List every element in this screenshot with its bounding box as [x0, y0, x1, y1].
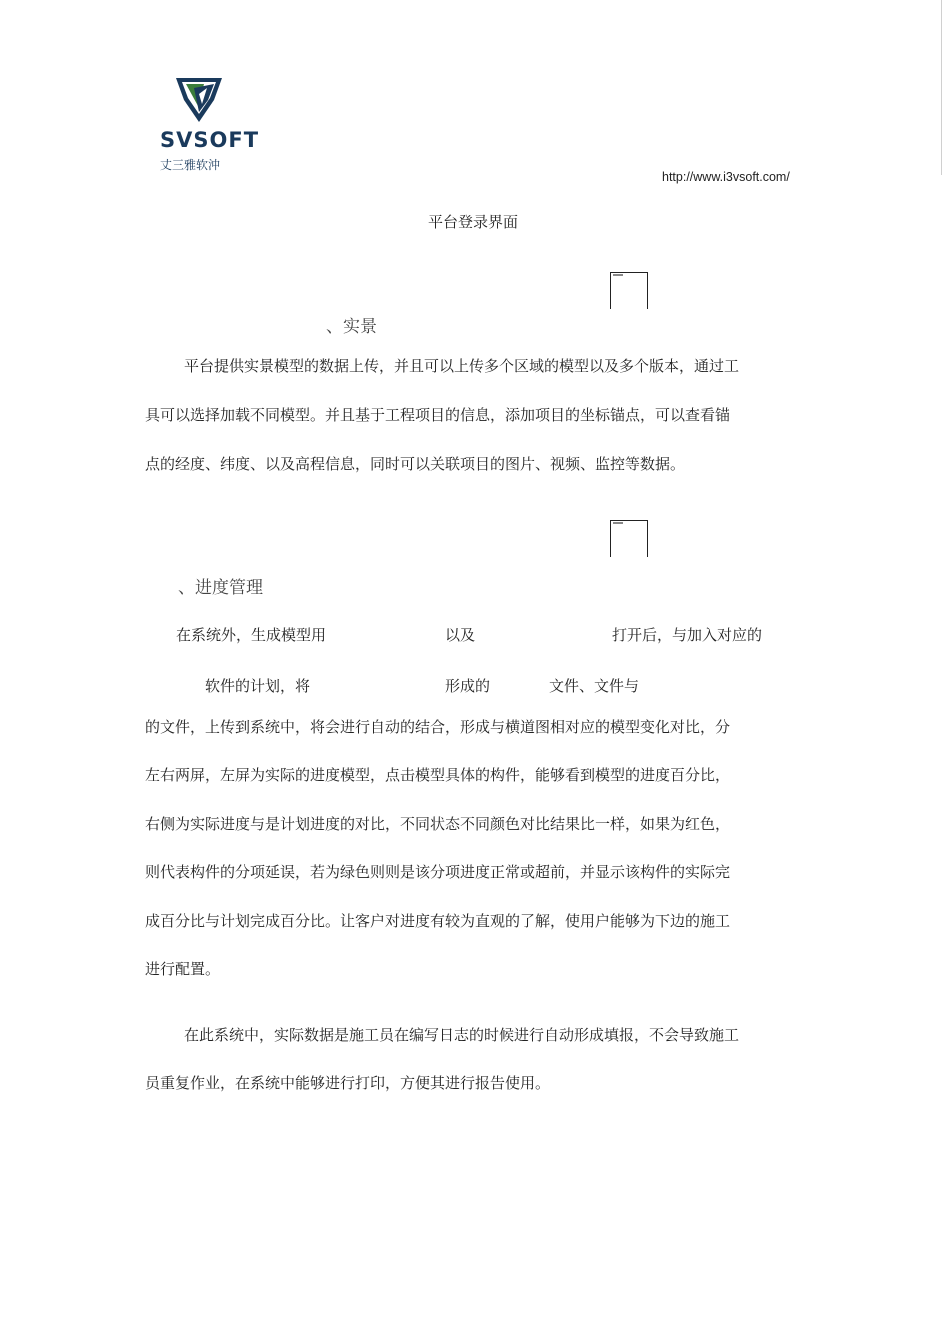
- svsoft-logo: [160, 74, 260, 174]
- paragraph-line: 的文件，上传到系统中，将会进行自动的结合，形成与横道图相对应的模型变化对比，分: [145, 718, 731, 736]
- shield-logo-icon: [174, 74, 224, 126]
- website-url[interactable]: http://www.i3vsoft.com/: [662, 170, 790, 184]
- logo-wordmark: SVSOFT: [160, 128, 260, 152]
- paragraph-line: 在此系统中，实际数据是施工员在编写日志的时候进行自动形成填报，不会导致施工: [184, 1026, 740, 1044]
- paragraph-line: 右侧为实际进度与是计划进度的对比，不同状态不同颜色对比结果比一样，如果为红色，: [145, 815, 731, 833]
- section-heading-progress: 、进度管理: [178, 578, 263, 598]
- paragraph-line: 左右两屏，左屏为实际的进度模型，点击模型具体的构件，能够看到模型的进度百分比，: [145, 766, 731, 784]
- paragraph-line: 员重复作业，在系统中能够进行打印，方便其进行报告使用。: [145, 1074, 551, 1092]
- figure-caption: 平台登录界面: [428, 213, 519, 231]
- paragraph-fragment: 软件的计划，将: [205, 677, 311, 695]
- paragraph-line: 进行配置。: [145, 960, 221, 978]
- paragraph-fragment: 形成的: [445, 677, 491, 695]
- paragraph-fragment: 在系统外，生成模型用: [176, 626, 327, 644]
- page-edge-line: [941, 0, 942, 175]
- paragraph-line: 成百分比与计划完成百分比。让客户对进度有较为直观的了解，使用户能够为下边的施工: [145, 912, 731, 930]
- paragraph-line: 具可以选择加载不同模型。并且基于工程项目的信息，添加项目的坐标锚点，可以查看锚: [145, 406, 731, 424]
- paragraph-fragment: 文件、文件与: [549, 677, 640, 695]
- section-heading-realscene: 、实景: [326, 317, 377, 337]
- paragraph-line: 点的经度、纬度、以及高程信息，同时可以关联项目的图片、视频、监控等数据。: [145, 455, 686, 473]
- image-placeholder-frame: [610, 272, 648, 309]
- paragraph-line: 平台提供实景模型的数据上传，并且可以上传多个区域的模型以及多个版本，通过工: [184, 357, 740, 375]
- paragraph-line: 则代表构件的分项延误，若为绿色则则是该分项进度正常或超前，并显示该构件的实际完: [145, 863, 731, 881]
- image-placeholder-frame: [610, 520, 648, 557]
- logo-chinese-name: 丈三雅软沖: [160, 158, 221, 172]
- paragraph-fragment: 以及: [445, 626, 476, 644]
- paragraph-fragment: 打开后，与加入对应的: [612, 626, 763, 644]
